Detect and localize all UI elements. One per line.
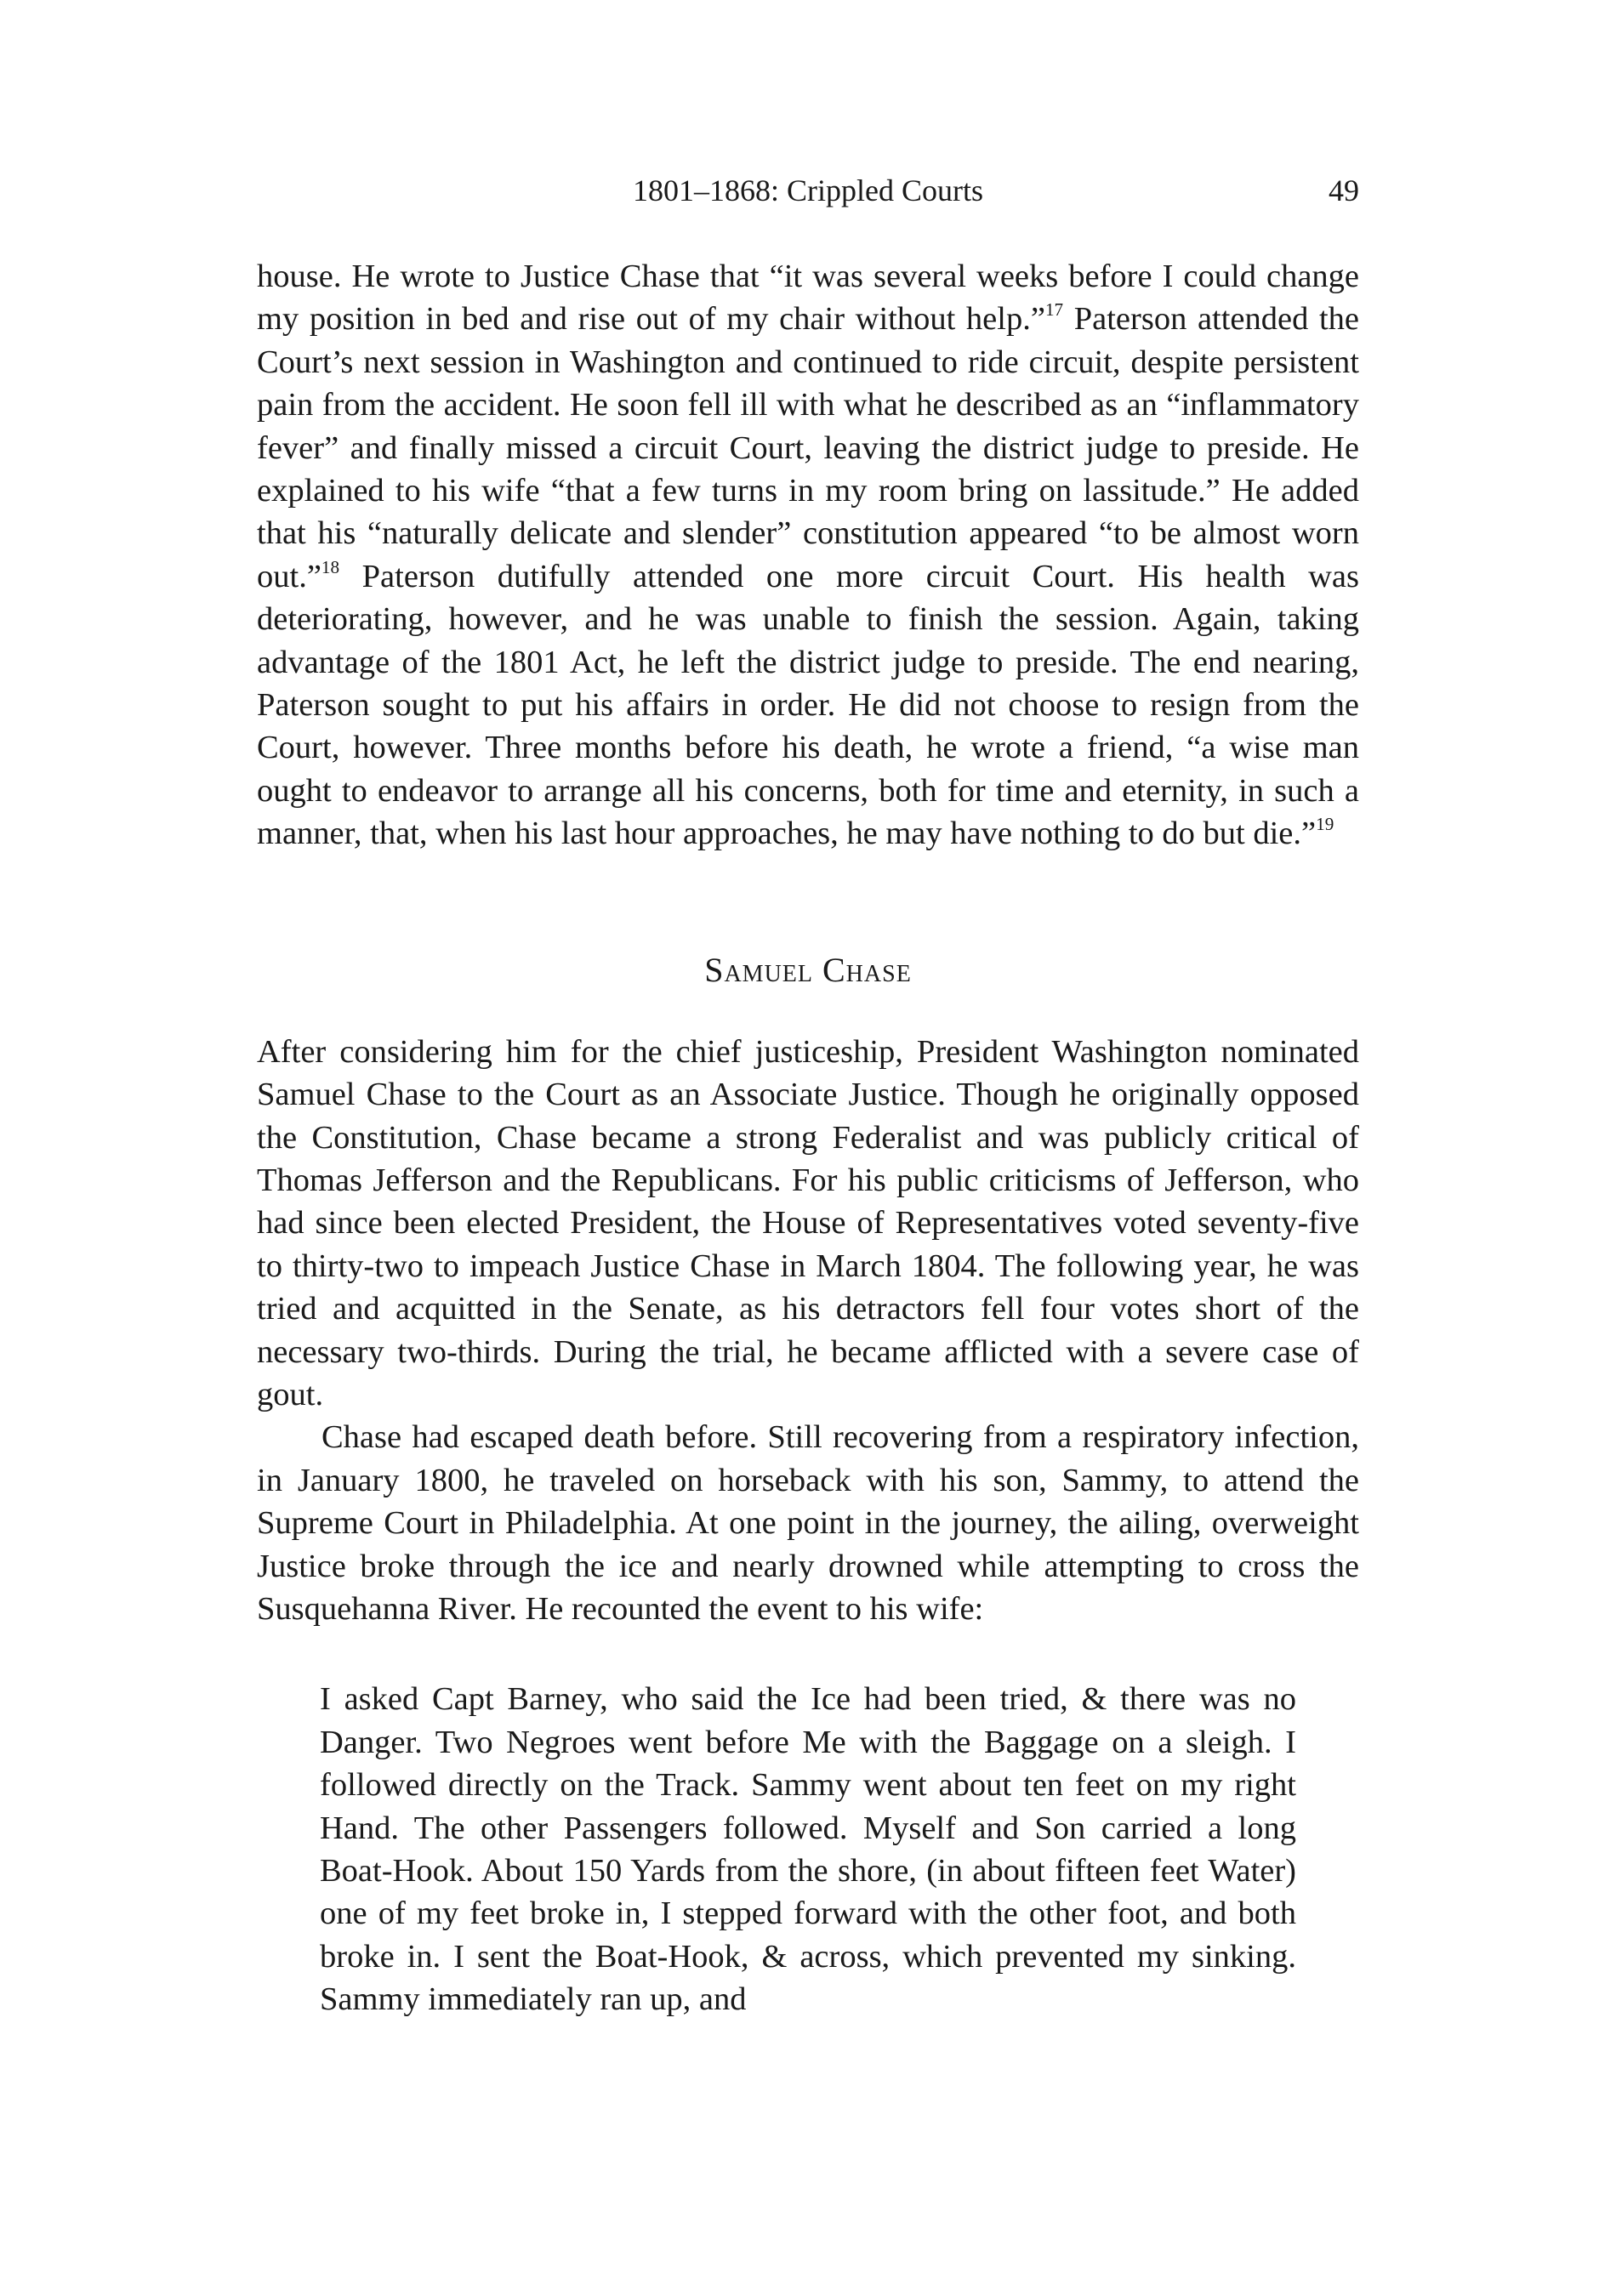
paragraph-paterson [257, 255, 1359, 855]
paragraph-chase-intro: After considering him for the chief justiceship, President Washington nominated Samuel Chase to the Court as an Associate Justice. Though he originally opposed the Constitution, Chase became a strong Federalist and was publicly critical of Thomas Jefferson and the Republicans. For his public criticisms of Jefferson, who had since been elected President, the House of Representatives voted seventy-five to thirty-two to impeach Justice Chase in March 1804. The following year, he was tried and acquitted in the Senate, as his detractors fell four votes short of the necessary two-thirds. During the trial, he became afflicted with a severe case of gout. [257, 1033, 1359, 1412]
paragraph-text: house. He wrote to Justice Chase that “it was several weeks before I could change my position in bed and rise out of my chair without help.” [257, 259, 1359, 338]
paragraph-chase-journey: Chase had escaped death before. Still recovering from a respiratory infection, in January 1800, he traveled on horseback with his son, Sammy, to attend the Supreme Court in Philadelphia. At one point in the journey, the ailing, overweight Justice broke through the ice and nearly drowned while attempting to cross the Susquehanna River. He recounted the event to his wife: [257, 1419, 1359, 1627]
block-quote [320, 1678, 1296, 2020]
page-number: 49 [1329, 173, 1359, 207]
paragraph-text: Paterson dutifully attended one more circuit Court. His health was deteriorating, however, and he was unable to finish the session. Again, taking advantage of the 1801 Act, he left the district judge to preside. The end nearing, Paterson sought to put his affairs in order. He did not choose to resign from the Court, however. Three months before his death, he wrote a friend, “a wise man ought to endeavor to arrange all his concerns, both for time and eternity, in such a manner, that, when his last hour approaches, he may have nothing to do but die.” [257, 558, 1359, 852]
paragraph-text: Paterson attended the Court’s next session in Washington and continued to ride circuit, despite persistent pain from the accident. He soon fell ill with what he described as an “inflammatory fever” and finally missed a circuit Court, leaving the district judge to preside. He explained to his wife “that a few turns in my room bring on lassitude.” He added that his “naturally delicate and slender” constitution appeared “to be almost worn out.” [257, 301, 1360, 594]
block-quote-text: I asked Capt Barney, who said the Ice had been tried, & there was no Danger. Two Negroes went before Me with the Baggage on a sleigh. I followed directly on the Track. Sammy went about ten feet on my right Hand. The other Passengers followed. Myself and Son carried a long Boat-Hook. About 150 Yards from the shore, (in about fifteen feet Water) one of my feet broke in, I stepped forward with the other foot, and both broke in. I sent the Boat-Hook, & across, which prevented my sinking. Sammy immediately ran up, and [320, 1681, 1296, 2018]
footnote-ref: 18 [321, 556, 340, 577]
running-title: 1801–1868: Crippled Courts [633, 173, 983, 207]
footnote-ref: 19 [1316, 814, 1334, 835]
body-text [257, 255, 1359, 2021]
footnote-ref: 17 [1044, 299, 1064, 321]
section-heading: Samuel Chase [704, 950, 912, 989]
